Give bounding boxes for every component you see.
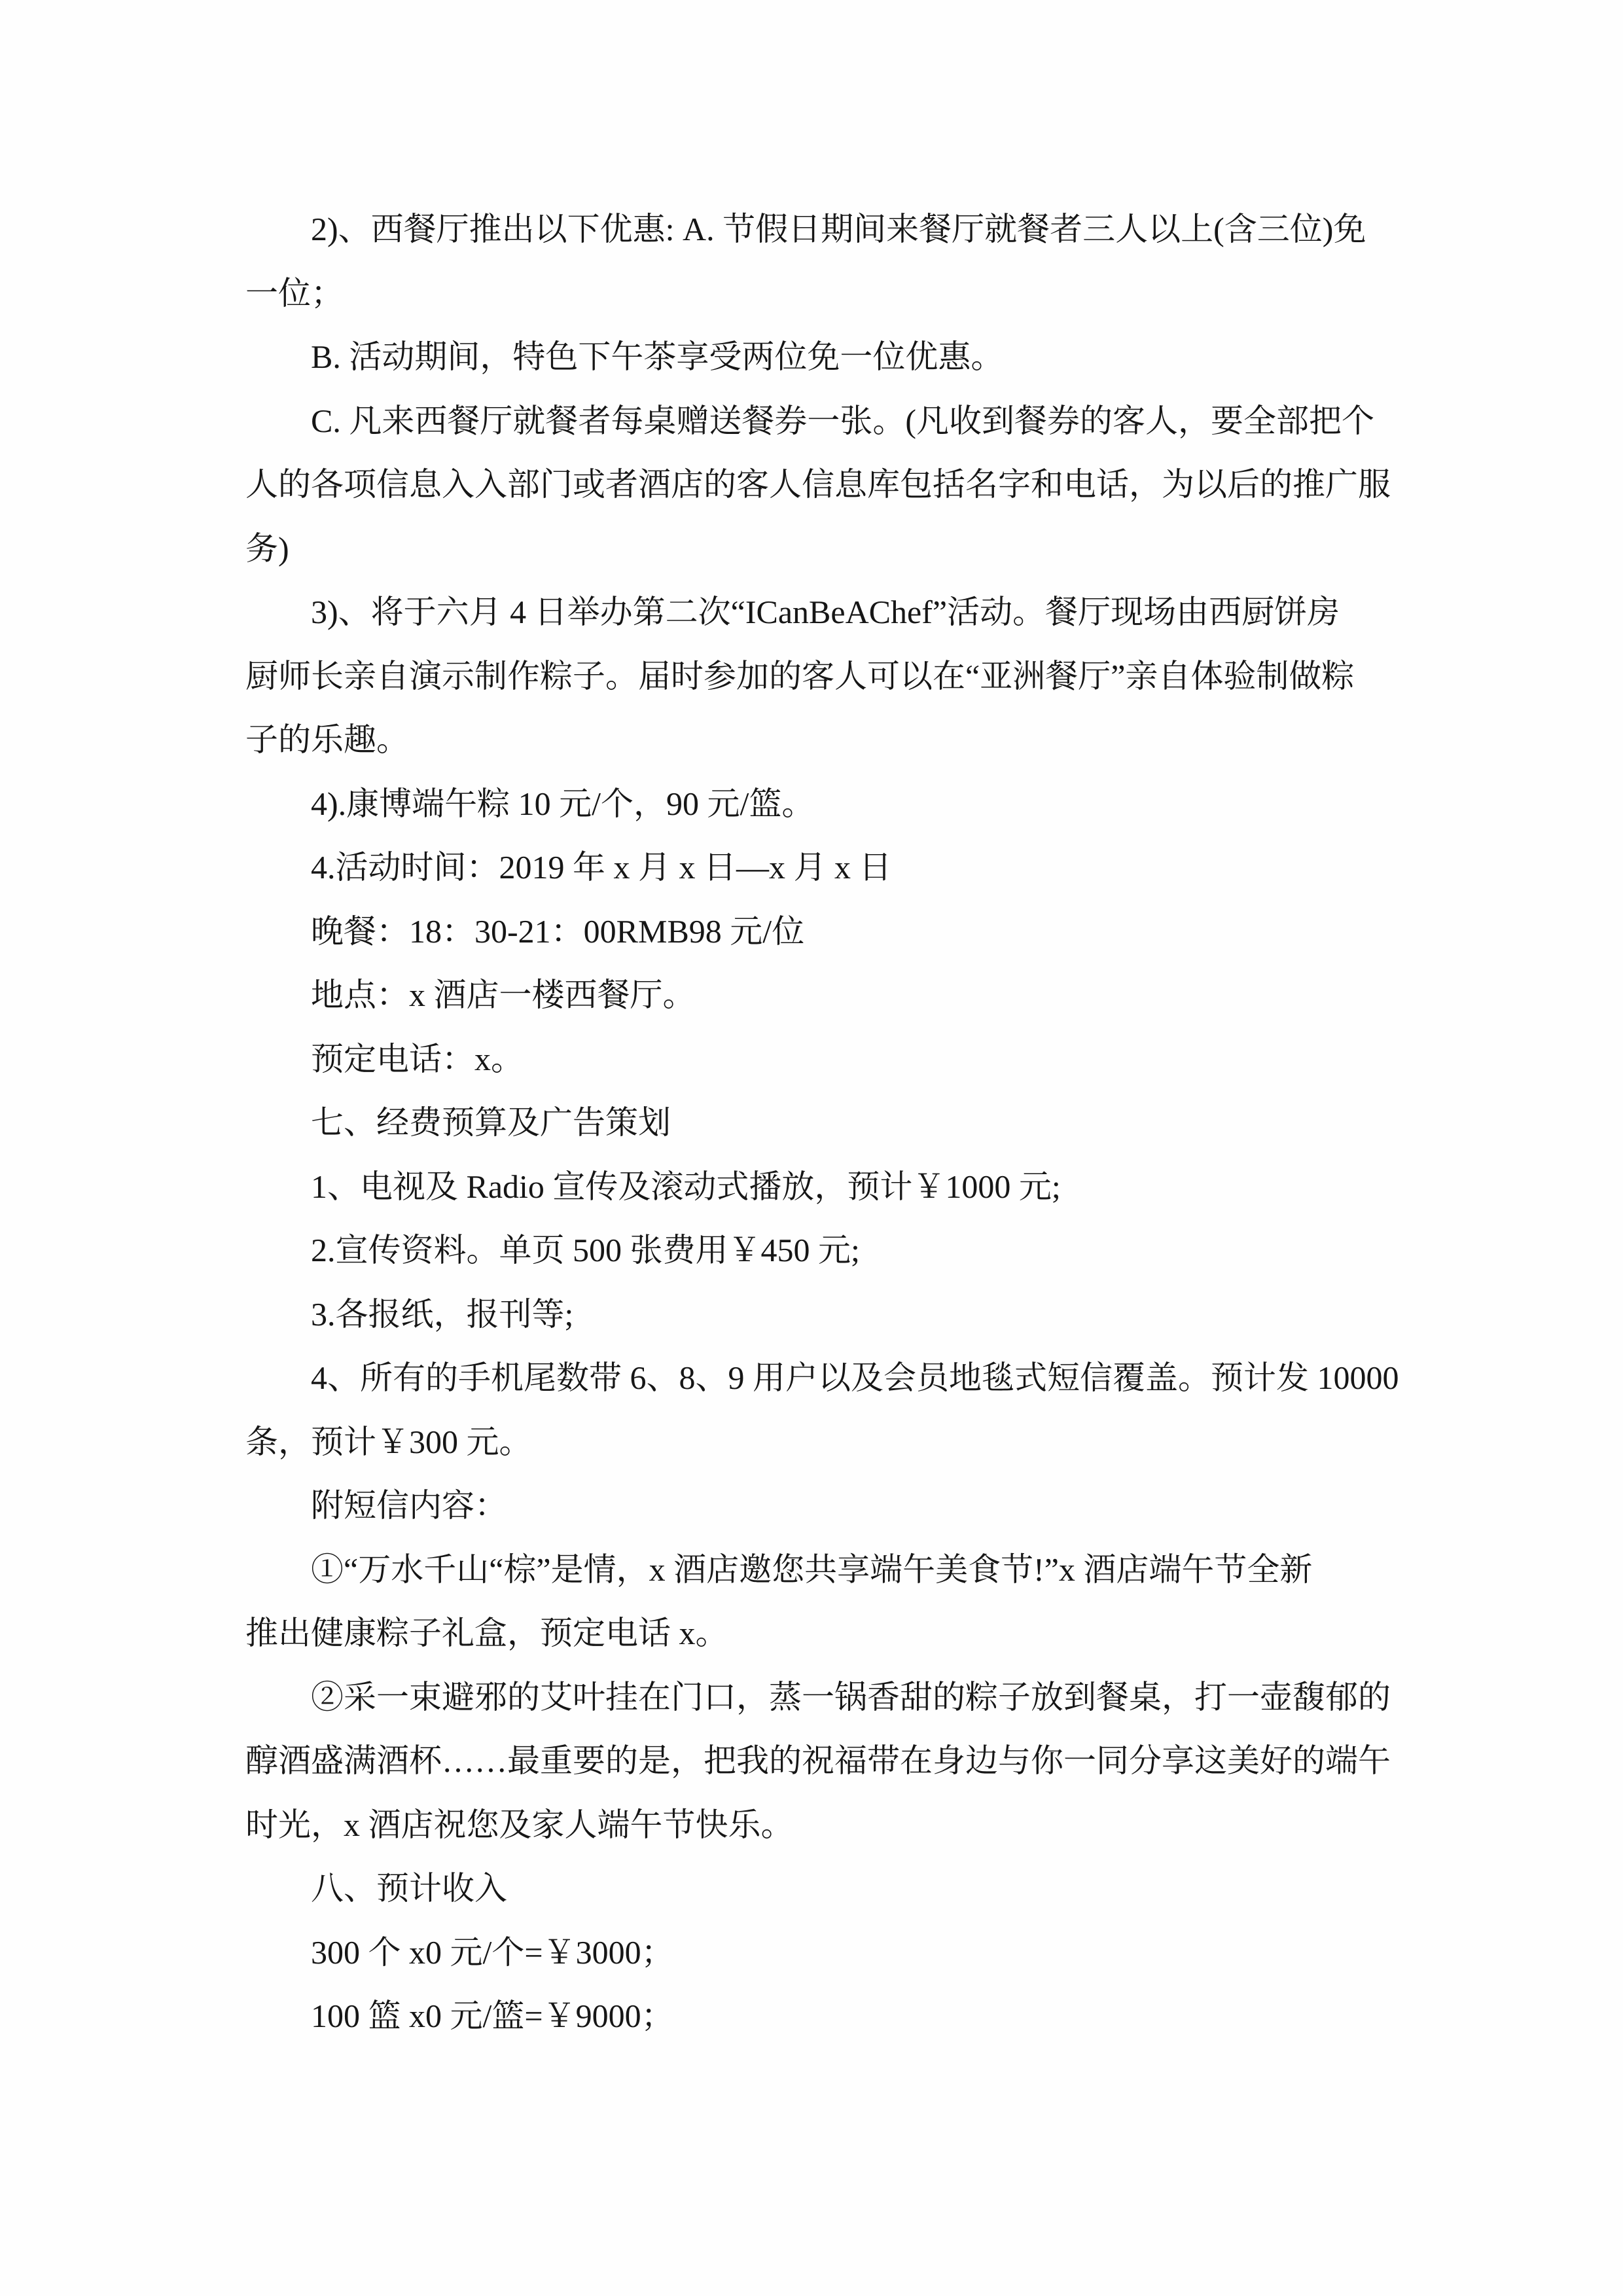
text-line: 3.各报纸，报刊等; xyxy=(311,1295,574,1333)
text-line: 2)、西餐厅推出以下优惠: A. 节假日期间来餐厅就餐者三人以上(含三位)免 xyxy=(311,211,1366,247)
text-line: 务) xyxy=(245,529,289,567)
text-line: 附短信内容： xyxy=(311,1487,507,1524)
text-line: 预定电话：x。 xyxy=(311,1040,524,1077)
text-line: 100 篮 x0 元/篮=￥9000； xyxy=(311,1998,674,2034)
text-line: 人的各项信息入入部门或者酒店的客人信息库包括名字和电话，为以后的推广服 xyxy=(245,466,1391,503)
document-body xyxy=(245,198,1399,2049)
text-line: 3)、将于六月 4 日举办第二次“ICanBeAChef”活动。餐厅现场由西厨饼房 xyxy=(311,594,1340,630)
text-line: 时光，x 酒店祝您及家人端午节快乐。 xyxy=(245,1806,794,1843)
text-line: 七、经费预算及广告策划 xyxy=(311,1104,671,1141)
text-line: 一位； xyxy=(245,274,344,312)
text-line: 厨师长亲自演示制作粽子。届时参加的客人可以在“亚洲餐厅”亲自体验制做粽 xyxy=(245,657,1355,694)
text-line: 晚餐：18：30-21：00RMB98 元/位 xyxy=(311,912,805,950)
text-line: 地点：x 酒店一楼西餐厅。 xyxy=(311,977,696,1013)
text-line: B. 活动期间，特色下午茶享受两位免一位优惠。 xyxy=(311,338,1004,375)
text-line: 条，预计￥300 元。 xyxy=(245,1423,532,1460)
text-line: C. 凡来西餐厅就餐者每桌赠送餐券一张。(凡收到餐券的客人，要全部把个 xyxy=(311,402,1374,439)
text-line: 4.活动时间：2019 年 x 月 x 日—x 月 x 日 xyxy=(311,849,892,886)
text-line: 2.宣传资料。单页 500 张费用￥450 元; xyxy=(311,1232,860,1268)
text-line: 醇酒盛满酒杯……最重要的是，把我的祝福带在身边与你一同分享这美好的端午 xyxy=(245,1742,1391,1779)
text-line: 1、电视及 Radio 宣传及滚动式播放，预计￥1000 元; xyxy=(311,1168,1061,1205)
text-line: 八、预计收入 xyxy=(311,1870,507,1907)
text-line: 4).康博端午粽 10 元/个，90 元/篮。 xyxy=(311,785,815,822)
text-line: ①“万水千山“棕”是情，x 酒店邀您共享端午美食节!”x 酒店端午节全新 xyxy=(311,1551,1313,1588)
text-line: 4、所有的手机尾数带 6、8、9 用户以及会员地毯式短信覆盖。预计发 10000 xyxy=(311,1359,1399,1396)
text-line: 推出健康粽子礼盒，预定电话 x。 xyxy=(245,1615,728,1651)
text-line: ②采一束避邪的艾叶挂在门口，蒸一锅香甜的粽子放到餐桌，打一壶馥郁的 xyxy=(311,1678,1391,1715)
text-line: 子的乐趣。 xyxy=(245,721,409,758)
text-line: 300 个 x0 元/个=￥3000； xyxy=(311,1933,674,1971)
